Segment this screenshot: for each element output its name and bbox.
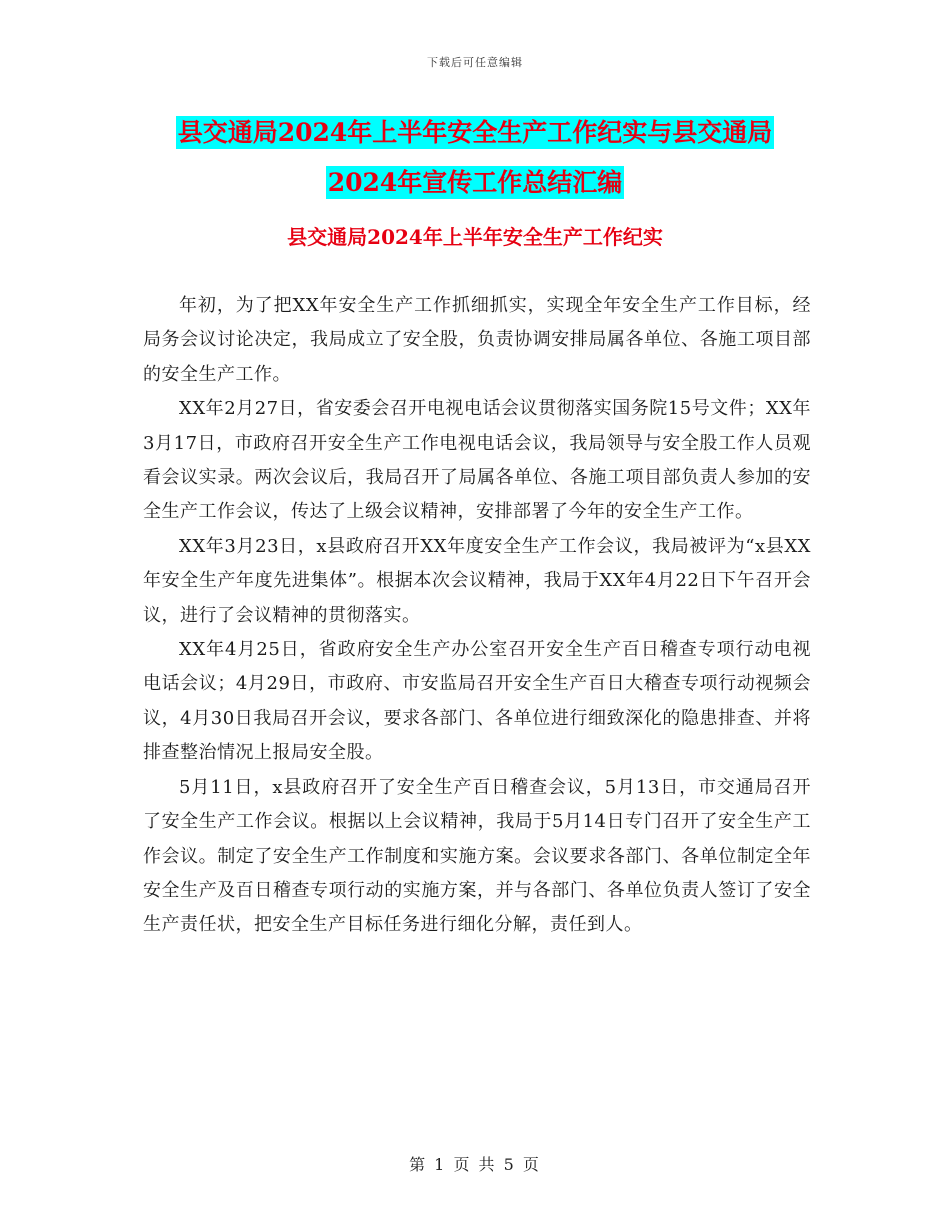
paragraph: 年初，为了把XX年安全生产工作抓细抓实，实现全年安全生产工作目标，经局务会议讨论决定，我局成立了安全股，负责协调安排局属各单位、各施工项目部的安全生产工作。 <box>143 295 811 385</box>
paragraph: 5月11日，x县政府召开了安全生产百日稽查会议，5月13日，市交通局召开了安全生产工作会议。根据以上会议精神，我局于5月14日专门召开了安全生产工作会议。制定了安全生产工作制度和实施方案。会议要求各部门、各单位制定全年安全生产及百日稽查专项行动的实施方案，并与各部门、各单位负责人签订了安全生产责任状，把安全生产目标任务进行细化分解，责任到人。 <box>143 776 811 936</box>
document-title-line-1: 县交通局2024年上半年安全生产工作纪实与县交通局 <box>177 118 773 147</box>
header-note: 下载后可任意编辑 <box>427 56 523 69</box>
section-heading: 县交通局2024年上半年安全生产工作纪实 <box>287 225 663 249</box>
paragraph: XX年4月25日，省政府安全生产办公室召开安全生产百日稽查专项行动电视电话会议；4月29日，市政府、市安监局召开安全生产百日大稽查专项行动视频会议，4月30日我局召开会议，要求各部门、各单位进行细致深化的隐患排查、并将排查整治情况上报局安全股。 <box>143 639 811 764</box>
paragraph: XX年2月27日，省安委会召开电视电话会议贯彻落实国务院15号文件；XX年3月17日，市政府召开安全生产工作电视电话会议，我局领导与安全股工作人员观看会议实录。两次会议后，我局召开了局属各单位、各施工项目部负责人参加的安全生产工作会议，传达了上级会议精神，安排部署了今年的安全生产工作。 <box>143 398 811 523</box>
document-body <box>143 289 811 943</box>
document-title <box>0 108 950 208</box>
paragraph: XX年3月23日，x县政府召开XX年度安全生产工作会议，我局被评为“x县XX年安全生产年度先进集体”。根据本次会议精神，我局于XX年4月22日下午召开会议，进行了会议精神的贯彻落实。 <box>143 535 811 626</box>
document-title-line-2: 2024年宣传工作总结汇编 <box>327 168 623 197</box>
page-number-footer: 第 1 页 共 5 页 <box>409 1155 541 1174</box>
